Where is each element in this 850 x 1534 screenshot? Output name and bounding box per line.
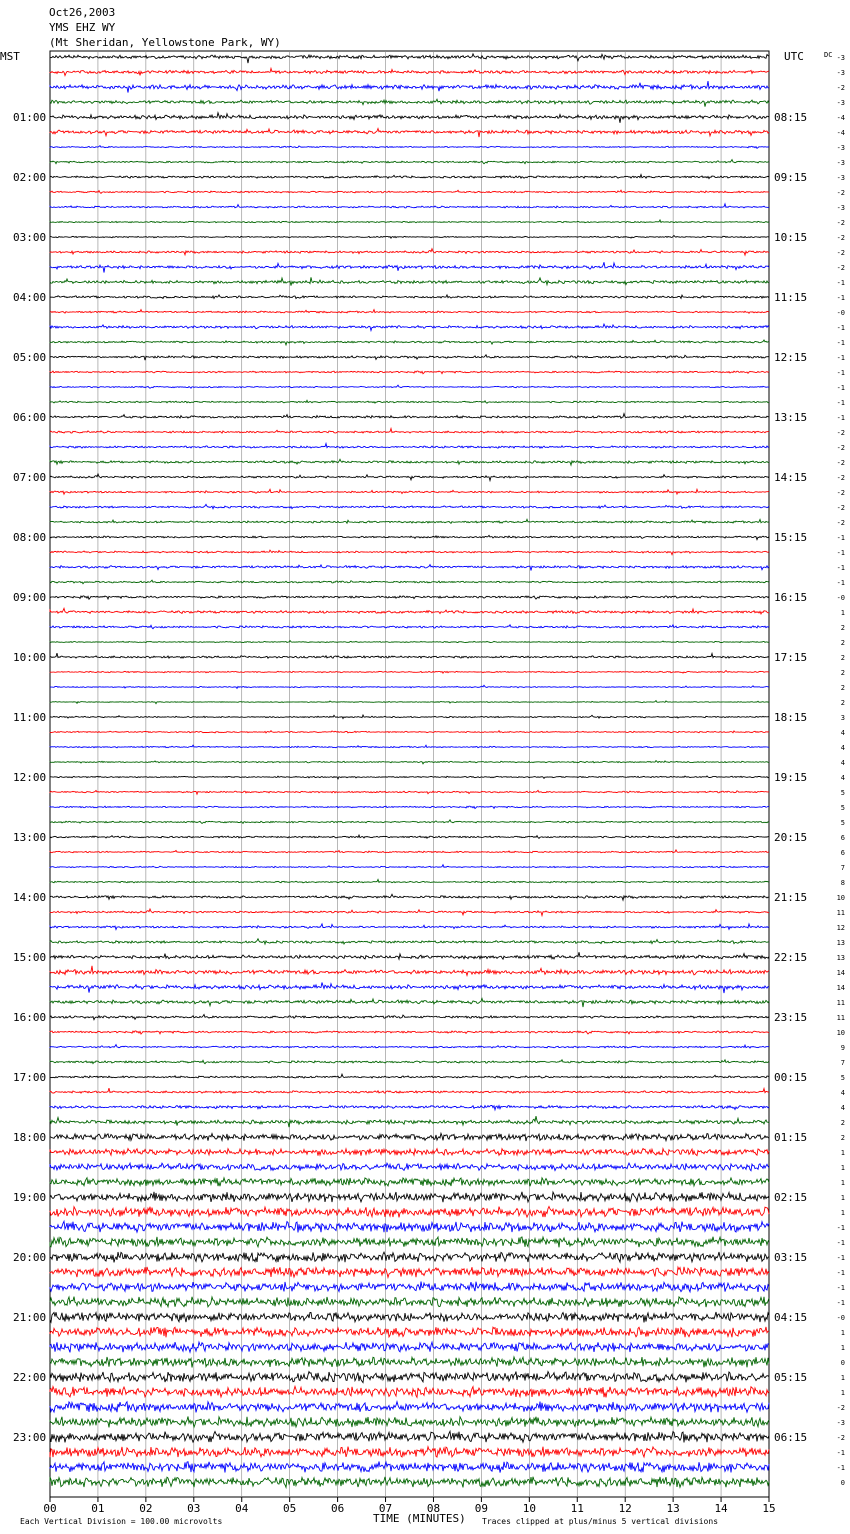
dc-offset-label: 2	[840, 669, 845, 677]
dc-offset-label: 2	[840, 1119, 845, 1127]
seismic-trace	[50, 790, 769, 794]
left-hour-labels	[13, 111, 46, 1444]
seismic-trace	[50, 262, 769, 272]
seismic-trace	[50, 1149, 769, 1156]
dc-offset-label: -1	[836, 339, 845, 347]
left-hour-label: 21:00	[13, 1311, 47, 1324]
dc-offset-label: -2	[836, 84, 845, 92]
seismic-trace	[50, 1105, 769, 1110]
dc-offset-label: 5	[840, 819, 845, 827]
seismic-trace	[50, 596, 769, 599]
dc-offset-label: 1	[840, 1389, 845, 1397]
dc-offset-label: -3	[836, 204, 845, 212]
dc-offset-label: -2	[836, 1404, 845, 1412]
dc-offset-label: -1	[836, 399, 845, 407]
seismic-trace	[50, 952, 769, 959]
seismic-trace	[50, 1357, 769, 1368]
right-hour-label: 00:15	[774, 1071, 808, 1084]
dc-offset-label: -1	[836, 294, 845, 302]
seismic-trace	[50, 1088, 769, 1093]
seismic-trace	[50, 146, 769, 149]
x-tick-label: 01	[91, 1502, 105, 1515]
dc-offset-label: 5	[840, 1074, 845, 1082]
left-hour-label: 02:00	[13, 171, 47, 184]
dc-offset-label: -0	[836, 1314, 845, 1322]
dc-offset-label: 7	[840, 864, 845, 872]
dc-offset-label: -1	[836, 1284, 845, 1292]
seismic-trace	[50, 1221, 769, 1232]
dc-offset-label: -2	[836, 474, 845, 482]
seismic-trace	[50, 1447, 769, 1458]
seismic-trace	[50, 761, 769, 764]
dc-offset-label: 4	[840, 774, 845, 782]
left-hour-label: 14:00	[13, 891, 47, 904]
right-hour-label: 12:15	[774, 351, 808, 364]
right-hour-label: 22:15	[774, 951, 808, 964]
right-hour-label: 09:15	[774, 171, 808, 184]
dc-offset-label: -4	[836, 114, 845, 122]
seismic-trace	[50, 820, 769, 824]
seismic-trace	[50, 236, 769, 239]
seismic-trace	[50, 625, 769, 629]
right-hour-label: 06:15	[774, 1431, 808, 1444]
seismic-trace	[50, 1031, 769, 1034]
dc-offset-label: -1	[836, 324, 845, 332]
seismic-trace	[50, 1342, 769, 1352]
dc-offset-label: -2	[836, 1434, 845, 1442]
right-hour-label: 19:15	[774, 771, 808, 784]
dc-offset-label: -2	[836, 249, 845, 257]
dc-offset-label: 5	[840, 804, 845, 812]
dc-offset-label: 5	[840, 789, 845, 797]
dc-offset-label: -1	[836, 1464, 845, 1472]
right-hour-label: 03:15	[774, 1251, 808, 1264]
seismic-trace	[50, 731, 769, 733]
seismic-trace	[50, 535, 769, 539]
seismic-trace	[50, 220, 769, 223]
dc-offset-label: 2	[840, 1134, 845, 1142]
seismic-trace	[50, 1074, 769, 1078]
x-tick-label: 10	[522, 1502, 536, 1515]
seismic-trace	[50, 1207, 769, 1218]
left-hour-label: 13:00	[13, 831, 47, 844]
x-tick-label: 08	[426, 1502, 441, 1515]
seismic-trace	[50, 1252, 769, 1262]
seismic-trace	[50, 160, 769, 164]
seismic-trace	[50, 1116, 769, 1127]
seismic-trace	[50, 776, 769, 779]
seismic-trace	[50, 550, 769, 555]
seismic-trace	[50, 324, 769, 330]
left-hour-label: 03:00	[13, 231, 47, 244]
footer-clipping-note: Traces clipped at plus/minus 5 vertical divisions	[482, 1517, 719, 1526]
dc-offset-label: 6	[840, 834, 845, 842]
dc-offset-label: -2	[836, 429, 845, 437]
seismic-trace	[50, 277, 769, 285]
right-hour-label: 14:15	[774, 471, 808, 484]
x-tick-label: 07	[378, 1502, 393, 1515]
seismic-trace	[50, 400, 769, 403]
seismic-trace	[50, 1402, 769, 1413]
footer-vertical-division: Each Vertical Division = 100.00 microvolts	[20, 1517, 223, 1526]
right-hour-label: 01:15	[774, 1131, 808, 1144]
seismic-trace	[50, 1133, 769, 1141]
left-hour-label: 19:00	[13, 1191, 47, 1204]
right-hour-label: 11:15	[774, 291, 808, 304]
left-hour-label: 04:00	[13, 291, 47, 304]
seismic-trace	[50, 175, 769, 179]
seismic-trace	[50, 1015, 769, 1020]
dc-offset-label: -1	[836, 1449, 845, 1457]
seismic-trace	[50, 1045, 769, 1048]
left-hour-label: 01:00	[13, 111, 47, 124]
right-hour-label: 21:15	[774, 891, 808, 904]
dc-offset-label: -1	[836, 1269, 845, 1277]
seismic-trace	[50, 489, 769, 494]
dc-offset-label: -1	[836, 354, 845, 362]
right-hour-label: 10:15	[774, 231, 808, 244]
dc-offset-label: -2	[836, 234, 845, 242]
right-hour-label: 13:15	[774, 411, 808, 424]
dc-offset-label: 1	[840, 1344, 845, 1352]
dc-offset-label: -2	[836, 444, 845, 452]
seismic-trace	[50, 1431, 769, 1442]
dc-offset-label: -2	[836, 219, 845, 227]
dc-offset-label: 4	[840, 1089, 845, 1097]
header-date: Oct26,2003	[49, 6, 116, 19]
seismic-trace	[50, 355, 769, 360]
dc-offset-label: -3	[836, 144, 845, 152]
x-tick-label: 15	[762, 1502, 776, 1515]
right-hour-label: 23:15	[774, 1011, 808, 1024]
dc-offset-header: DC	[824, 51, 833, 59]
seismic-trace	[50, 608, 769, 614]
dc-offset-label: 4	[840, 1104, 845, 1112]
dc-offset-label: -3	[836, 54, 845, 62]
header-location: (Mt Sheridan, Yellowstone Park, WY)	[49, 36, 281, 49]
right-hour-label: 05:15	[774, 1371, 808, 1384]
x-tick-label: 00	[43, 1502, 57, 1515]
right-hour-labels	[774, 111, 807, 1444]
dc-offset-label: -1	[836, 564, 845, 572]
dc-offset-label: 1	[840, 1149, 845, 1157]
seismic-trace	[50, 99, 769, 107]
seismic-trace	[50, 190, 769, 193]
left-hour-label: 05:00	[13, 351, 47, 364]
seismic-trace	[50, 850, 769, 853]
seismic-trace	[50, 701, 769, 704]
dc-offset-label: 10	[836, 894, 845, 902]
seismic-trace	[50, 1327, 769, 1337]
dc-offset-label: -2	[836, 519, 845, 527]
dc-offset-label: 10	[836, 1029, 845, 1037]
dc-offset-label: -0	[836, 594, 845, 602]
dc-offset-label: 1	[840, 609, 845, 617]
seismic-trace	[50, 68, 769, 75]
seismic-trace	[50, 999, 769, 1008]
left-hour-label: 15:00	[13, 951, 47, 964]
seismic-trace	[50, 983, 769, 994]
dc-offset-label: -1	[836, 1239, 845, 1247]
left-hour-label: 22:00	[13, 1371, 47, 1384]
seismic-trace	[50, 671, 769, 674]
seismic-trace	[50, 1461, 769, 1472]
dc-offset-label: -1	[836, 414, 845, 422]
dc-offset-label: -1	[836, 579, 845, 587]
seismic-trace	[50, 385, 769, 388]
seismic-trace	[50, 1060, 769, 1064]
x-tick-label: 02	[139, 1502, 153, 1515]
seismic-trace	[50, 1312, 769, 1323]
dc-offset-label: 2	[840, 699, 845, 707]
right-hour-label: 15:15	[774, 531, 808, 544]
left-hour-label: 06:00	[13, 411, 47, 424]
left-hour-label: 11:00	[13, 711, 47, 724]
seismic-trace	[50, 1192, 769, 1202]
dc-offset-label: 11	[836, 1014, 845, 1022]
dc-offset-label: 2	[840, 639, 845, 647]
dc-offset-label: -1	[836, 534, 845, 542]
dc-offset-label: 0	[840, 1359, 845, 1367]
x-tick-label: 11	[570, 1502, 584, 1515]
seismic-trace	[50, 340, 769, 345]
dc-offset-label: 4	[840, 729, 845, 737]
dc-offset-labels	[837, 54, 845, 1487]
dc-offset-label: 1	[840, 1194, 845, 1202]
dc-offset-label: 1	[840, 1329, 845, 1337]
right-hour-label: 20:15	[774, 831, 808, 844]
x-tick-label: 05	[283, 1502, 297, 1515]
seismic-trace	[50, 880, 769, 883]
seismic-trace	[50, 1237, 769, 1248]
seismic-trace	[50, 806, 769, 808]
dc-offset-label: 4	[840, 744, 845, 752]
right-hour-label: 16:15	[774, 591, 808, 604]
seismic-trace	[50, 924, 769, 930]
dc-offset-label: -1	[836, 384, 845, 392]
seismic-trace	[50, 641, 769, 643]
dc-offset-label: 14	[836, 984, 845, 992]
dc-offset-label: -3	[836, 1419, 845, 1427]
x-tick-label: 13	[666, 1502, 680, 1515]
seismic-trace	[50, 1372, 769, 1383]
x-tick-label: 14	[714, 1502, 728, 1515]
x-axis-label: TIME (MINUTES)	[373, 1512, 466, 1525]
x-tick-label: 04	[235, 1502, 249, 1515]
dc-offset-label: -1	[836, 549, 845, 557]
left-hour-label: 08:00	[13, 531, 47, 544]
dc-offset-label: 8	[840, 879, 845, 887]
dc-offset-label: -2	[836, 504, 845, 512]
seismic-trace	[50, 966, 769, 976]
right-hour-label: 08:15	[774, 111, 808, 124]
dc-offset-label: -2	[836, 489, 845, 497]
seismic-trace	[50, 1282, 769, 1292]
seismic-trace	[50, 310, 769, 314]
dc-offset-label: -1	[836, 369, 845, 377]
left-hour-label: 16:00	[13, 1011, 47, 1024]
dc-offset-label: 1	[840, 1374, 845, 1382]
seismic-trace	[50, 1297, 769, 1308]
right-hour-label: 18:15	[774, 711, 808, 724]
dc-offset-label: -1	[836, 1224, 845, 1232]
plot-frame	[50, 51, 769, 1497]
dc-offset-label: 13	[836, 954, 845, 962]
seismic-trace	[50, 113, 769, 123]
seismic-trace	[50, 414, 769, 419]
left-hour-label: 07:00	[13, 471, 47, 484]
seismic-trace	[50, 371, 769, 374]
dc-offset-label: 2	[840, 654, 845, 662]
left-hour-label: 23:00	[13, 1431, 47, 1444]
seismic-trace	[50, 894, 769, 900]
dc-offset-label: -3	[836, 99, 845, 107]
right-hour-label: 04:15	[774, 1311, 808, 1324]
seismic-trace	[50, 204, 769, 208]
seismic-trace	[50, 653, 769, 658]
left-hour-label: 17:00	[13, 1071, 47, 1084]
seismic-trace	[50, 54, 769, 63]
dc-offset-label: 2	[840, 684, 845, 692]
dc-offset-label: 9	[840, 1044, 845, 1052]
x-tick-label: 03	[187, 1502, 201, 1515]
dc-offset-label: -2	[836, 189, 845, 197]
seismic-trace	[50, 865, 769, 868]
seismic-trace	[50, 685, 769, 688]
dc-offset-label: 1	[840, 1179, 845, 1187]
x-tick-label: 06	[330, 1502, 345, 1515]
seismic-trace	[50, 1267, 769, 1278]
dc-offset-label: -2	[836, 264, 845, 272]
dc-offset-label: 4	[840, 759, 845, 767]
trace-group	[50, 54, 769, 1488]
seismic-trace	[50, 444, 769, 449]
left-hour-label: 20:00	[13, 1251, 47, 1264]
left-hour-label: 10:00	[13, 651, 47, 664]
dc-offset-label: 13	[836, 939, 845, 947]
header-station: YMS EHZ WY	[49, 21, 116, 34]
plot-grid	[50, 51, 769, 1497]
seismic-trace	[50, 1178, 769, 1186]
seismic-trace	[50, 249, 769, 255]
seismic-trace	[50, 1386, 769, 1397]
dc-offset-label: 0	[840, 1479, 845, 1487]
dc-offset-label: 11	[836, 909, 845, 917]
right-hour-label: 17:15	[774, 651, 808, 664]
right-timezone-label: UTC	[784, 50, 804, 63]
x-tick-label: 12	[618, 1502, 632, 1515]
dc-offset-label: 3	[840, 714, 845, 722]
left-hour-label: 12:00	[13, 771, 47, 784]
dc-offset-label: -2	[836, 459, 845, 467]
left-hour-label: 18:00	[13, 1131, 47, 1144]
seismic-trace	[50, 745, 769, 748]
seismic-trace	[50, 504, 769, 508]
dc-offset-label: 7	[840, 1059, 845, 1067]
seismic-trace	[50, 519, 769, 523]
seismic-trace	[50, 715, 769, 719]
dc-offset-label: 2	[840, 624, 845, 632]
dc-offset-label: 6	[840, 849, 845, 857]
seismic-trace	[50, 129, 769, 138]
seismic-trace	[50, 565, 769, 571]
dc-offset-label: -3	[836, 174, 845, 182]
dc-offset-label: 12	[836, 924, 845, 932]
seismic-trace	[50, 429, 769, 434]
dc-offset-label: 1	[840, 1164, 845, 1172]
dc-offset-label: -0	[836, 309, 845, 317]
seismic-trace	[50, 835, 769, 838]
seismic-trace	[50, 1163, 769, 1171]
seismic-trace	[50, 295, 769, 299]
dc-offset-label: -1	[836, 279, 845, 287]
seismic-trace	[50, 939, 769, 944]
seismic-trace	[50, 1417, 769, 1428]
dc-offset-label: -1	[836, 1254, 845, 1262]
left-hour-label: 09:00	[13, 591, 47, 604]
right-hour-label: 02:15	[774, 1191, 808, 1204]
dc-offset-label: -4	[836, 129, 845, 137]
dc-offset-label: -3	[836, 159, 845, 167]
dc-offset-label: 14	[836, 969, 845, 977]
left-timezone-label: MST	[0, 50, 20, 63]
seismic-trace	[50, 474, 769, 481]
x-tick-label: 09	[474, 1502, 489, 1515]
dc-offset-label: 1	[840, 1209, 845, 1217]
seismic-trace	[50, 459, 769, 465]
seismic-trace	[50, 909, 769, 916]
seismic-trace	[50, 81, 769, 93]
seismic-trace	[50, 580, 769, 584]
dc-offset-label: -1	[836, 1299, 845, 1307]
seismic-trace	[50, 1477, 769, 1488]
dc-offset-label: 11	[836, 999, 845, 1007]
dc-offset-label: -3	[836, 69, 845, 77]
